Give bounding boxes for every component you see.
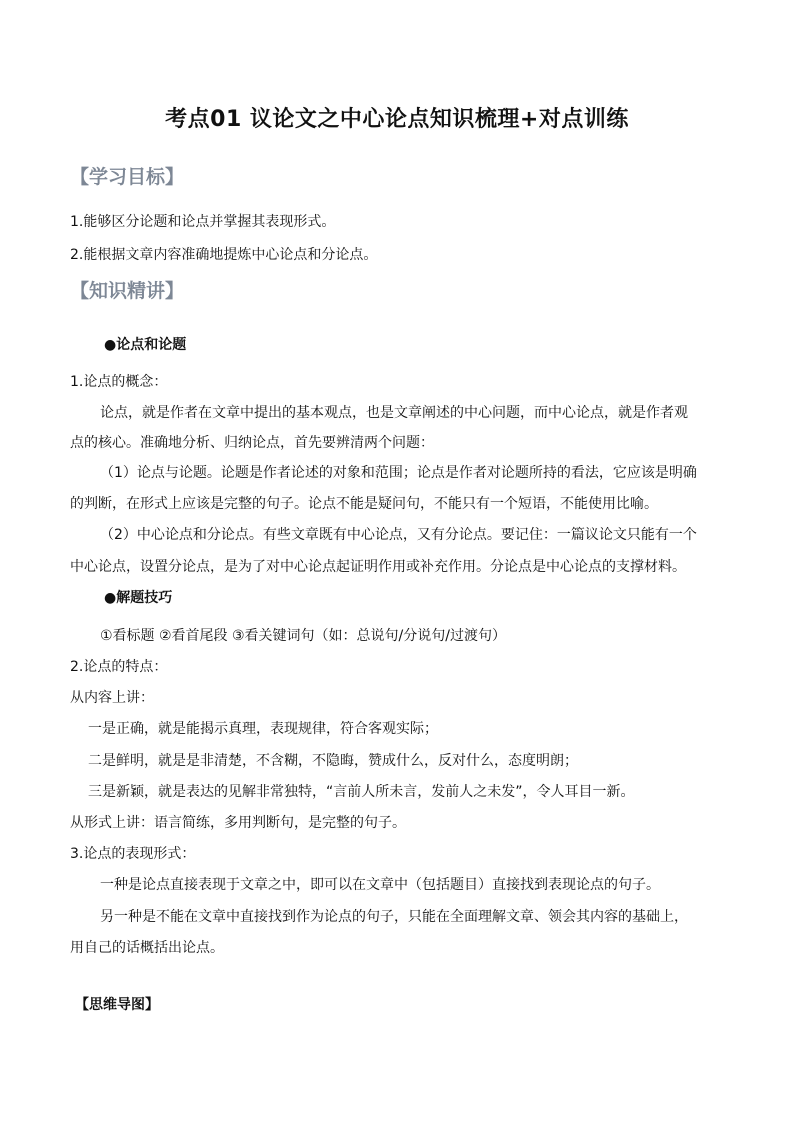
- page-title: 考点01 议论文之中心论点知识梳理+对点训练: [165, 107, 629, 132]
- mindmap-heading: 【思维导图】: [75, 997, 159, 1013]
- content-head: 从内容上讲：: [70, 690, 154, 706]
- content-item-2: 二是鲜明，就是是非清楚，不含糊，不隐晦，赞成什么，反对什么，态度明朗；: [88, 753, 578, 769]
- content-item-3: 三是新颖，就是表达的见解非常独特，“言前人所未言，发前人之未发”，令人耳目一新。: [88, 784, 635, 800]
- subhead-argument-topic: ●论点和论题: [104, 337, 187, 353]
- tips-line: ①看标题 ②看首尾段 ③看关键词句（如：总说句/分说句/过渡句）: [100, 628, 506, 644]
- learning-goal-1: 1.能够区分论题和论点并掌握其表现形式。: [70, 214, 336, 230]
- features-title: 2.论点的特点：: [70, 659, 168, 675]
- point-1-line-2: 的判断，在形式上应该是完整的句子。论点不能是疑问句，不能只有一个短语，不能使用比喻。: [70, 496, 658, 512]
- concept-title: 1.论点的概念：: [70, 374, 168, 390]
- form-line: 从形式上讲：语言简练，多用判断句，是完整的句子。: [70, 815, 406, 831]
- point-1-line-1: （1）论点与论题。论题是作者论述的对象和范围；论点是作者对论题所持的看法，它应该是明确: [100, 465, 697, 481]
- point-2-line-1: （2）中心论点和分论点。有些文章既有中心论点，又有分论点。要记住：一篇议论文只能有一个: [100, 527, 697, 543]
- expression-para-2-line-1: 另一种是不能在文章中直接找到作为论点的句子，只能在全面理解文章、领会其内容的基础上，: [100, 909, 688, 925]
- concept-para-line-1: 论点，就是作者在文章中提出的基本观点，也是文章阐述的中心问题，而中心论点，就是作者观: [100, 405, 688, 421]
- point-2-line-2: 中心论点，设置分论点，是为了对中心论点起证明作用或补充作用。分论点是中心论点的支撑材料。: [70, 559, 686, 575]
- knowledge-heading: 【知识精讲】: [70, 280, 185, 302]
- learning-goals-heading: 【学习目标】: [70, 166, 185, 188]
- concept-para-line-2: 点的核心。准确地分析、归纳论点，首先要辨清两个问题：: [70, 435, 434, 451]
- subhead-solving-tips: ●解题技巧: [104, 590, 173, 606]
- expression-title: 3.论点的表现形式：: [70, 846, 196, 862]
- expression-para-1: 一种是论点直接表现于文章之中，即可以在文章中（包括题目）直接找到表现论点的句子。: [100, 877, 660, 893]
- content-item-1: 一是正确，就是能揭示真理，表现规律，符合客观实际；: [88, 721, 438, 737]
- expression-para-2-line-2: 用自己的话概括出论点。: [70, 940, 224, 956]
- learning-goal-2: 2.能根据文章内容准确地提炼中心论点和分论点。: [70, 247, 378, 263]
